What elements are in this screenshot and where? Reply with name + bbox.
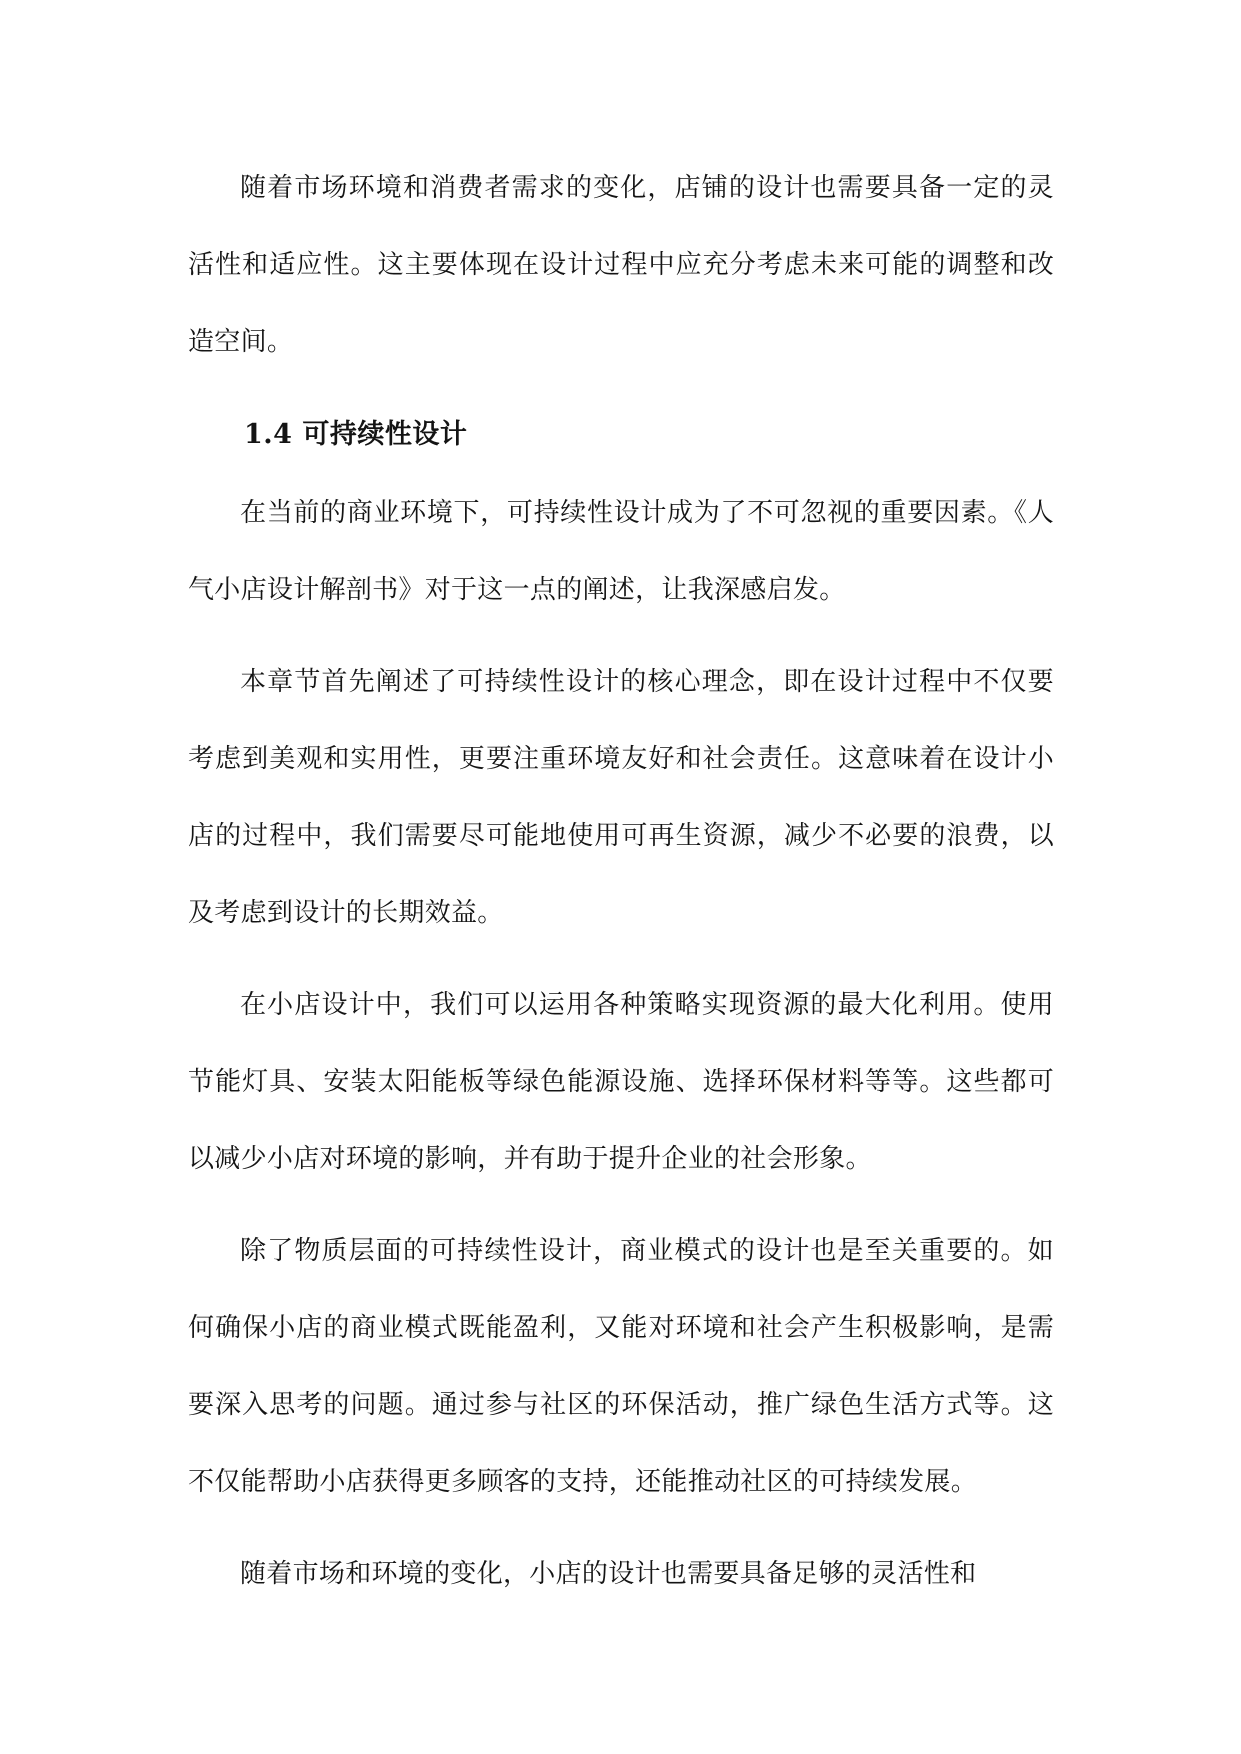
paragraph-core-concept: 本章节首先阐述了可持续性设计的核心理念，即在设计过程中不仅要考虑到美观和实用性，更要注重环境友好和社会责任。这意味着在设计小店的过程中，我们需要尽可能地使用可再生资源，减少不必要的浪费，以及考虑到设计的长期效益。: [188, 667, 1054, 928]
document-body: [188, 150, 1054, 1628]
paragraph-business-model: 除了物质层面的可持续性设计，商业模式的设计也是至关重要的。如何确保小店的商业模式既能盈利，又能对环境和社会产生积极影响，是需要深入思考的问题。通过参与社区的环保活动，推广绿色生活方式等。这不仅能帮助小店获得更多顾客的支持，还能推动社区的可持续发展。: [188, 1236, 1054, 1497]
paragraph-resource-strategies: 在小店设计中，我们可以运用各种策略实现资源的最大化利用。使用节能灯具、安装太阳能板等绿色能源设施、选择环保材料等等。这些都可以减少小店对环境的影响，并有助于提升企业的社会形象。: [188, 990, 1054, 1174]
section-heading: 1.4 可持续性设计: [244, 419, 468, 450]
paragraph-flexibility: 随着市场环境和消费者需求的变化，店铺的设计也需要具备一定的灵活性和适应性。这主要体现在设计过程中应充分考虑未来可能的调整和改造空间。: [188, 173, 1054, 357]
paragraph-market-change: 随着市场和环境的变化，小店的设计也需要具备足够的灵活性和: [240, 1559, 977, 1589]
paragraph-sustainability-intro: 在当前的商业环境下，可持续性设计成为了不可忽视的重要因素。《人气小店设计解剖书》对于这一点的阐述，让我深感启发。: [188, 498, 1054, 605]
